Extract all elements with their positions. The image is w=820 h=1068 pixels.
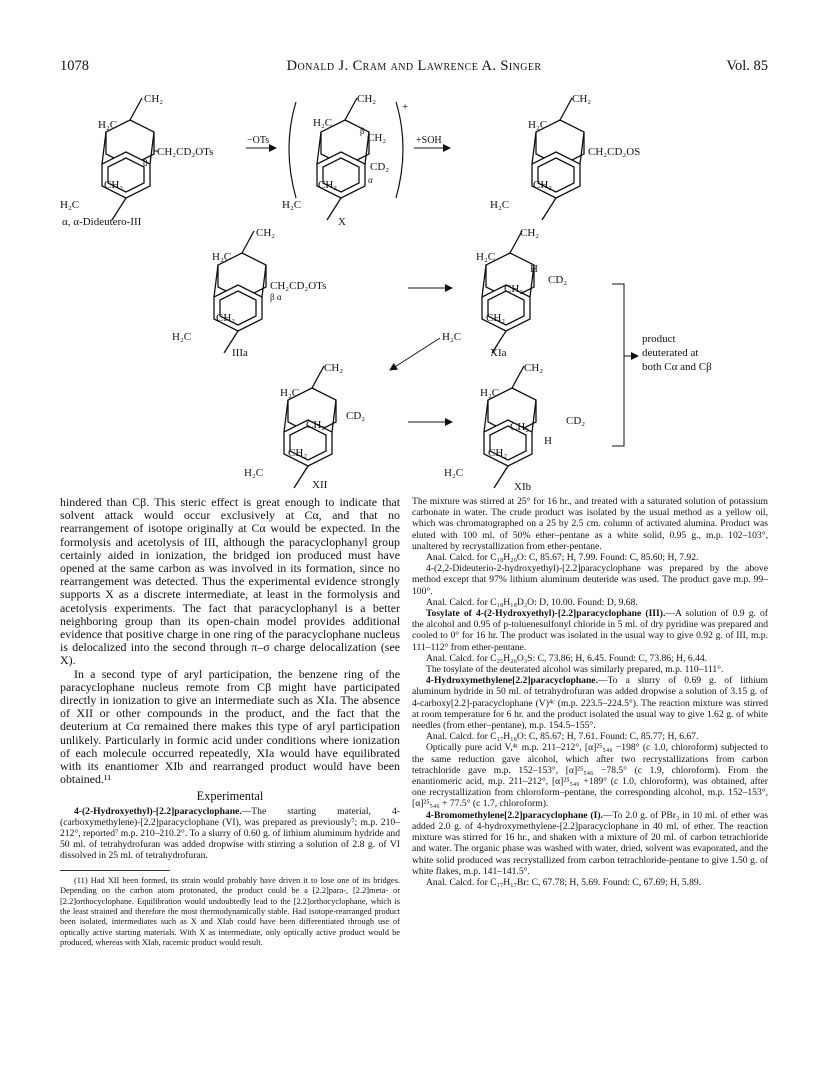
body-paragraph: In a second type of aryl participation, the benzene ring of the paracyclophane nucleus remote from Cβ might have participated directly in ionization to give an intermediate such as XIa. The absence of XII or other compounds in the product, and the fact that the deuterium at Cα remained there makes this type of aryl participation unlikely. Particularly in formic acid under conditions where ionization of each molecule occurred repeatedly, XIa would have equilibrated with its enantiomer XIb and rearranged product would have been obtained.¹¹	[60, 666, 400, 787]
structure-IIIa	[172, 227, 326, 359]
experimental-paragraph: 4-Bromomethylene[2.2]paracyclophane (I).—To 2.0 g. of PBr₃ in 10 ml. of ether was added 2.0 g. of 4-hydroxymethylene-[2.2]paracyclophane in 40 ml. of ether. The reaction mixture was stirred for 16 hr., and shaken with a mixture of 20 ml. of carbon tetrachloride and water. The organic phase was washed with water, dried, solvent was evaporated, and the white solid produced was recrystallized from carbon tetrachloride-pentane to give 1.50 g. of white flakes, m.p. 141–141.5°.	[412, 809, 768, 877]
svg-text:H₂C: H₂C	[480, 387, 500, 399]
compound-title: 4-Hydroxymethylene[2.2]paracyclophane.	[426, 675, 598, 687]
svg-text:+: +	[402, 101, 409, 113]
svg-text:CH₂: CH₂	[256, 227, 276, 239]
running-head-authors: Donald J. Cram and Lawrence A. Singer	[286, 58, 542, 74]
substituent-label: CH₂CD₂OTs	[157, 146, 214, 158]
right-column	[412, 496, 768, 888]
footnote: (11) Had XII been formed, its strain would probably have driven it to lose one of its bridges. Depending on the carbon atom protonated, the product could be a [2.2]para-, [2.2]meta- or [2.2]orthocyclophane. Equilibration would undoubtedly lead to the [2.2]orthocyclophane, which is the least strained and therefore the most thermodynamically stable. Had isotope-rearranged product been isolated, intermediates such as X and XIab could have been differentiated through use of optically active starting materials. With X as intermediate, only optically active product would be produced, whereas with XIab, racemic product would result.	[60, 875, 400, 948]
svg-text:CH₂: CH₂	[367, 132, 387, 144]
left-column	[60, 496, 400, 949]
reaction-scheme	[0, 88, 820, 498]
svg-text:β: β	[360, 126, 365, 136]
svg-text:α: α	[368, 175, 373, 185]
svg-text:CH₂: CH₂	[504, 283, 524, 295]
svg-text:CD₂: CD₂	[548, 274, 568, 286]
volume-label: Vol. 85	[726, 58, 768, 74]
compound-name-XIb: XIb	[514, 481, 532, 493]
page-header	[60, 58, 768, 78]
analysis-line: Anal. Calcd. for C₂₅H₂₆O₃S: C, 73.86; H, 6.45. Found: C, 73.86; H, 6.44.	[426, 652, 708, 664]
svg-text:H₂C: H₂C	[442, 331, 462, 343]
arrow-label-solvent: +SOH	[416, 135, 442, 146]
svg-text:H₂C: H₂C	[313, 117, 333, 129]
structure-X	[282, 93, 408, 228]
arrow-label-leaving: −OTs	[247, 135, 270, 146]
substituent-label: CH₂CD₂OTs	[270, 280, 327, 292]
body-paragraph: hindered than Cβ. This steric effect is great enough to indicate that solvent attack would occur exclusively at Cα, and that no rearrangement of isotope originally at Cα would be expected. In the formolysis and acetolysis of III, although the paracyclophanyl group certainly aided in ionization, the bridged ion produced must have opened at the same carbon as was involved in its formation, since no rearrangement was detected. Thus the experimental evidence strongly supports X as a discrete intermediate, at least in the formolysis and acetolysis experiments. The fact that paracyclophanyl is a better neighboring group than its open-chain model provides additional evidence that positive charge in one ring of the paracyclophane nucleus is delocalized into the second through π–σ charge delocalization (see X).	[60, 495, 400, 668]
svg-text:H₂C: H₂C	[476, 251, 496, 263]
svg-text:H₂C: H₂C	[444, 467, 464, 479]
compound-name-IIIa: IIIa	[232, 347, 248, 359]
analysis-line: Anal. Calcd. for C₁₇H₁₈O: C, 85.67; H, 7.61. Found: C, 85.77; H, 6.67.	[426, 731, 699, 743]
svg-text:CH₂: CH₂	[288, 447, 308, 459]
experimental-paragraph: 4-Hydroxymethylene[2.2]paracyclophane.—To a slurry of 0.69 g. of lithium aluminum hydride in 50 ml. of tetrahydrofuran was added dropwise a solution of 3.15 g. of 4-carboxy[2.2]-paracyclophane (V)⁴ᶜ (m.p. 223.5–224.5°). The reaction mixture was stirred at room temperature for 6 hr. and the product isolated the usual way to give 1.62 g. of white needles (from ether–pentane), m.p. 154.5–155°.	[412, 675, 768, 732]
svg-text:CH₂: CH₂	[324, 362, 344, 374]
svg-text:H₂C: H₂C	[212, 251, 232, 263]
svg-text:CH₂: CH₂	[357, 93, 377, 105]
svg-text:H₂C: H₂C	[490, 199, 510, 211]
svg-text:CH₂: CH₂	[533, 179, 553, 191]
structure-XIa	[442, 227, 567, 359]
body-paragraph: The tosylate of the deuterated alcohol was similarly prepared, m.p. 110–111°.	[426, 664, 724, 676]
svg-text:CD₂: CD₂	[566, 415, 586, 427]
compound-name-start: α, α-Dideutero-III	[62, 216, 142, 228]
analysis-line: Anal. Calcd. for C₁₈H₁₈D₂O: D, 10.00. Found: D, 9.68.	[426, 596, 638, 608]
experimental-paragraph: Tosylate of 4-(2-Hydroxyethyl)-[2.2]paracyclophane (III).—A solution of 0.9 g. of the alcohol and 0.95 of p-toluenesulfonyl chloride in 5 ml. of dry pyridine was prepared and cooled to 0° for 16 hr. The product was isolated in the usual way to give 0.92 g. of III, m.p. 111–112° from ether-pentane.	[412, 608, 769, 653]
reaction-arrow	[390, 338, 440, 370]
body-paragraph: Optically pure acid V,⁴ᶜ m.p. 211–212°, [α]²⁵₅₄₆ −198° (c 1.0, chloroform) subjected to the same reduction gave alcohol, which after two recrystallizations from carbon tetrachloride gave m.p. 152–153°, [α]²⁵₅₄₆ −78.5° (c 1.9, chloroform). From the enantiomeric acid, m.p. 211–212°, [α]²⁵₅₄₆ +189° (c 1.0, chloroform), was obtained, after one recrystallization from chloroform–pentane, the corresponding alcohol, m.p. 152–153°, [α]²⁵₅₄₆ + 77.5° (c 1.7, chloroform).	[412, 742, 768, 810]
structure-product	[490, 93, 640, 220]
experimental-paragraph: 4-(2-Hydroxyethyl)-[2.2]paracyclophane.—The starting material, 4-(carboxymethylene)-[2.2]paracyclophane (VI), was prepared as previously⁷; m.p. 210–212°, reported⁷ m.p. 210–210.2°. To a slurry of 0.60 g. of lithium aluminum hydride and 50 ml. of tetrahydrofuran was added dropwise with stirring a solution of 2.8 g. of VI dissolved in 25 ml. of tetrahydrofuran.	[60, 805, 400, 862]
structure-start	[60, 93, 213, 228]
substituent-label: CH₂CD₂OS	[588, 146, 641, 158]
svg-text:H₂C: H₂C	[244, 467, 264, 479]
svg-text:H₂C: H₂C	[528, 119, 548, 131]
svg-text:CH₂: CH₂	[318, 179, 338, 191]
section-heading: Experimental	[196, 789, 264, 804]
compound-title: 4-(2-Hydroxyethyl)-[2.2]paracyclophane.	[74, 805, 242, 817]
svg-text:H₂C: H₂C	[280, 387, 300, 399]
ch2-label: CH₂	[104, 179, 124, 191]
svg-text:CH₂: CH₂	[216, 312, 236, 324]
h2c-label: H₂C	[60, 199, 80, 211]
page-number: 1078	[60, 58, 89, 74]
h2c-label: H₂C	[98, 119, 118, 131]
body-paragraph: 4-(2,2-Dideuterio-2-hydroxyethyl)-[2.2]paracyclophane was prepared by the above method except that 97% lithium aluminum deuteride was used. The product gave m.p. 99–100°.	[412, 563, 768, 597]
structure-XIb	[444, 362, 585, 493]
svg-text:CD₂: CD₂	[346, 410, 366, 422]
body-paragraph: The mixture was stirred at 25° for 16 hr., and treated with a saturated solution of potassium carbonate in water. The crude product was isolated by the usual method as a yellow oil, which was chromatographed on a 25 by 2.5 cm. column of activated alumina. Product was eluted with 100 ml. of 50% ether–pentane as a white solid, 0.95 g., m.p. 102–103°, unaltered by recrystallization from ether-pentane.	[412, 496, 768, 552]
compound-name-XII: XII	[312, 479, 328, 491]
svg-text:CH₂: CH₂	[524, 362, 544, 374]
svg-text:H₂C: H₂C	[172, 331, 192, 343]
svg-text:H: H	[544, 435, 552, 447]
svg-text:β α: β α	[270, 292, 282, 302]
svg-text:CH₂: CH₂	[488, 447, 508, 459]
svg-text:CH₂: CH₂	[520, 227, 540, 239]
svg-text:CH₂: CH₂	[510, 421, 530, 433]
svg-text:CH₂: CH₂	[572, 93, 592, 105]
analysis-line: Anal. Calcd. for C₁₈H₂₀O: C, 85.67; H, 7.99. Found: C, 85.60; H, 7.92.	[426, 552, 699, 564]
analysis-line: Anal. Calcd. for C₁₇H₁₇Br: C, 67.78; H, 5.69. Found: C, 67.69; H, 5.89.	[426, 876, 702, 888]
compound-name-XIa: XIa	[490, 347, 507, 359]
product-note: deuterated at	[642, 347, 699, 359]
compound-title: 4-Bromomethylene[2.2]paracyclophane (I).	[426, 809, 603, 821]
svg-text:H: H	[530, 263, 538, 275]
footnote-rule	[60, 870, 170, 871]
beta-label: β	[143, 158, 148, 168]
structure-XII	[244, 362, 365, 491]
product-note: both Cα and Cβ	[642, 361, 712, 373]
ch2-label: CH₂	[144, 93, 164, 105]
product-note: product	[642, 333, 676, 345]
svg-text:H₂C: H₂C	[282, 199, 302, 211]
svg-text:CH₂: CH₂	[306, 419, 326, 431]
svg-text:CD₂: CD₂	[370, 161, 390, 173]
compound-title: Tosylate of 4-(2-Hydroxyethyl)-[2.2]paracyclophane (III).	[426, 608, 666, 620]
compound-name-X: X	[338, 216, 346, 228]
svg-text:CH₂: CH₂	[486, 312, 506, 324]
